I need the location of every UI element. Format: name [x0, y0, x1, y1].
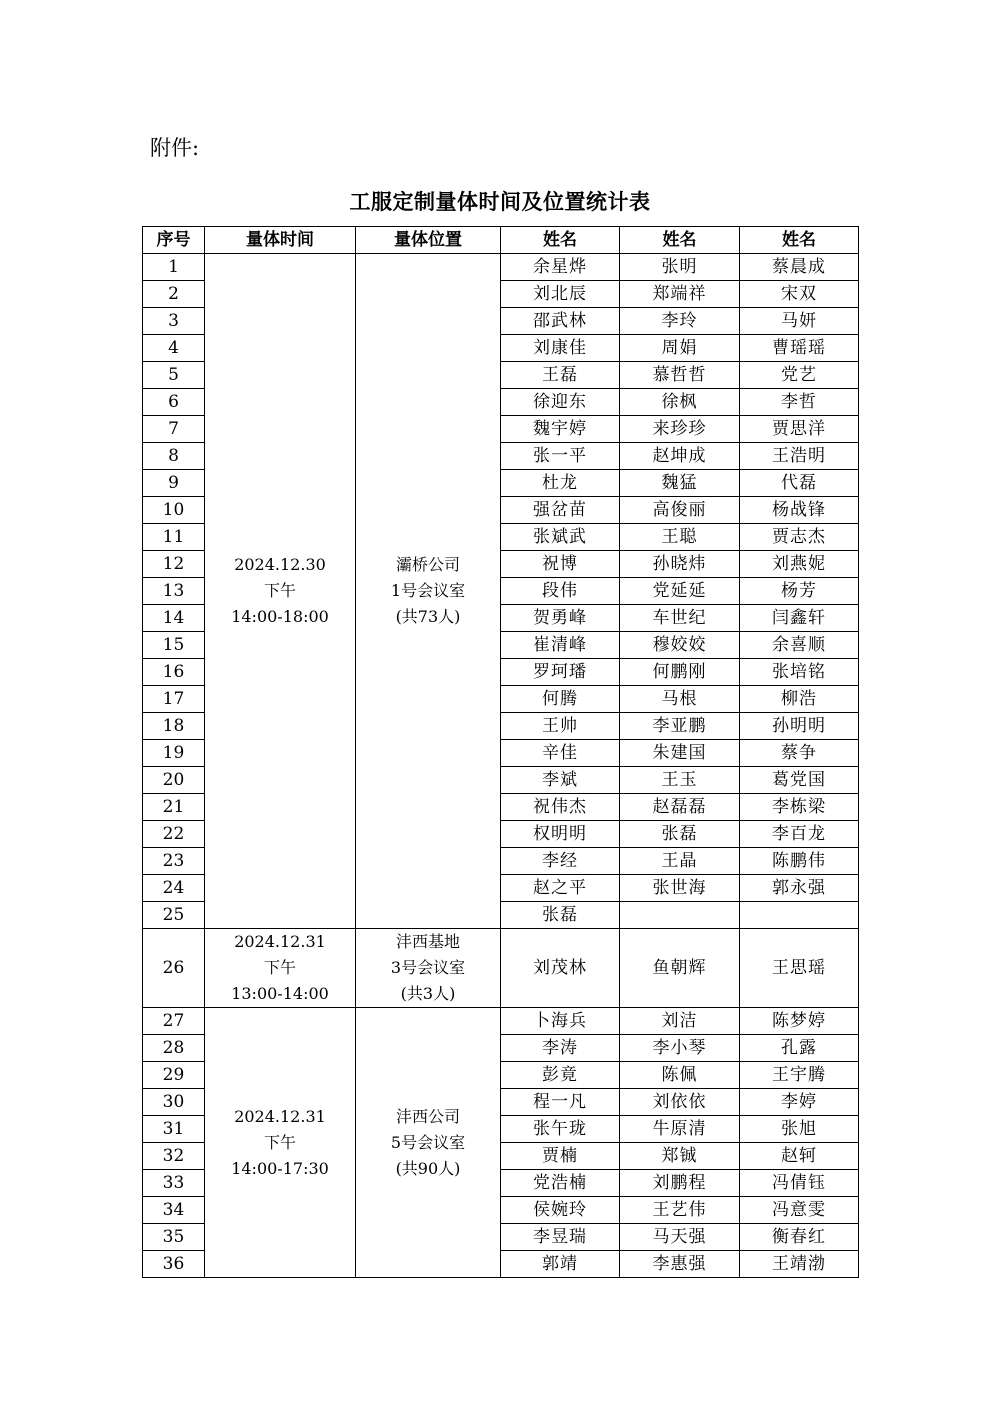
location-line: (共73人): [395, 607, 461, 626]
name-cell: 张磊: [620, 821, 740, 848]
seq-cell: 11: [143, 524, 205, 551]
time-line: 14:00-17:30: [231, 1158, 329, 1178]
seq-cell: 16: [143, 659, 205, 686]
name-cell: 李斌: [501, 767, 620, 794]
seq-cell: 3: [143, 308, 205, 335]
time-line: 下午: [263, 581, 296, 600]
location-line: 1号会议室: [390, 581, 466, 600]
name-cell: 张磊: [501, 902, 620, 929]
seq-cell: 28: [143, 1035, 205, 1062]
header-seq: 序号: [143, 227, 205, 254]
name-cell: 曹瑶瑶: [740, 335, 859, 362]
seq-cell: 31: [143, 1116, 205, 1143]
name-cell: 崔清峰: [501, 632, 620, 659]
seq-cell: 14: [143, 605, 205, 632]
table-row: [143, 929, 859, 1008]
name-cell: 余喜顺: [740, 632, 859, 659]
name-cell: 赵之平: [501, 875, 620, 902]
name-cell: 陈梦婷: [740, 1008, 859, 1035]
name-cell: 李涛: [501, 1035, 620, 1062]
seq-cell: 17: [143, 686, 205, 713]
name-cell: 穆姣姣: [620, 632, 740, 659]
time-line: 13:00-14:00: [231, 984, 329, 1003]
location-cell: [356, 1008, 501, 1278]
name-cell: 徐枫: [620, 389, 740, 416]
seq-cell: 9: [143, 470, 205, 497]
location-cell: [356, 929, 501, 1008]
seq-cell: 21: [143, 794, 205, 821]
seq-cell: 18: [143, 713, 205, 740]
header-location: 量体位置: [356, 227, 501, 254]
location-line: 5号会议室: [390, 1132, 466, 1152]
header-name: 姓名: [740, 227, 859, 254]
document-title: 工服定制量体时间及位置统计表: [349, 189, 651, 214]
name-cell: 张斌武: [501, 524, 620, 551]
name-cell: 刘康佳: [501, 335, 620, 362]
name-cell: 李亚鹏: [620, 713, 740, 740]
name-cell: 赵轲: [740, 1143, 859, 1170]
seq-cell: 30: [143, 1089, 205, 1116]
name-cell: 朱建国: [620, 740, 740, 767]
name-cell: 李昱瑞: [501, 1224, 620, 1251]
name-cell: 李小琴: [620, 1035, 740, 1062]
name-cell: 宋双: [740, 281, 859, 308]
time-line: 2024.12.31: [234, 932, 326, 951]
name-cell: 葛党国: [740, 767, 859, 794]
seq-cell: 25: [143, 902, 205, 929]
name-cell: 李栋梁: [740, 794, 859, 821]
name-cell: 张培铭: [740, 659, 859, 686]
name-cell: 王磊: [501, 362, 620, 389]
location-line: (共90人): [395, 1158, 461, 1178]
name-cell: 刘北辰: [501, 281, 620, 308]
seq-cell: 12: [143, 551, 205, 578]
seq-cell: 1: [143, 254, 205, 281]
name-cell: 马根: [620, 686, 740, 713]
seq-cell: 24: [143, 875, 205, 902]
name-cell: 党艺: [740, 362, 859, 389]
name-cell: 程一凡: [501, 1089, 620, 1116]
name-cell: 赵坤成: [620, 443, 740, 470]
name-cell: 孙晓炜: [620, 551, 740, 578]
seq-cell: 4: [143, 335, 205, 362]
location-cell: [356, 254, 501, 929]
name-cell: 党延延: [620, 578, 740, 605]
seq-cell: 10: [143, 497, 205, 524]
name-cell: 卜海兵: [501, 1008, 620, 1035]
seq-cell: 35: [143, 1224, 205, 1251]
name-cell: 余星烨: [501, 254, 620, 281]
name-cell: 刘茂林: [501, 929, 620, 1008]
name-cell: 衡春红: [740, 1224, 859, 1251]
location-line: 沣西公司: [395, 1106, 460, 1126]
name-cell: 侯婉玲: [501, 1197, 620, 1224]
name-cell: 闫鑫轩: [740, 605, 859, 632]
name-cell: 鱼朝辉: [620, 929, 740, 1008]
seq-cell: 15: [143, 632, 205, 659]
name-cell: 何鹏刚: [620, 659, 740, 686]
name-cell: 冯意雯: [740, 1197, 859, 1224]
name-cell: 王思瑶: [740, 929, 859, 1008]
time-line: 2024.12.30: [234, 555, 326, 574]
name-cell: 徐迎东: [501, 389, 620, 416]
seq-cell: 33: [143, 1170, 205, 1197]
name-cell: 王玉: [620, 767, 740, 794]
name-cell: 张午珑: [501, 1116, 620, 1143]
name-cell: 王浩明: [740, 443, 859, 470]
time-cell: [205, 254, 356, 929]
name-cell: 杨芳: [740, 578, 859, 605]
name-cell: 陈佩: [620, 1062, 740, 1089]
name-cell: 魏猛: [620, 470, 740, 497]
name-cell: 邵武林: [501, 308, 620, 335]
name-cell: 刘鹏程: [620, 1170, 740, 1197]
location-line: 3号会议室: [390, 958, 466, 977]
name-cell: [620, 902, 740, 929]
measurement-schedule-table: [142, 226, 859, 1278]
seq-cell: 26: [143, 929, 205, 1008]
name-cell: 代磊: [740, 470, 859, 497]
name-cell: 高俊丽: [620, 497, 740, 524]
time-line: 2024.12.31: [234, 1106, 326, 1126]
name-cell: 郭靖: [501, 1251, 620, 1278]
time-cell: [205, 1008, 356, 1278]
seq-cell: 19: [143, 740, 205, 767]
name-cell: 来珍珍: [620, 416, 740, 443]
seq-cell: 5: [143, 362, 205, 389]
name-cell: 魏宇婷: [501, 416, 620, 443]
attachment-label: 附件:: [150, 136, 200, 160]
location-line: 灞桥公司: [395, 555, 460, 574]
name-cell: 贺勇峰: [501, 605, 620, 632]
name-cell: 孔露: [740, 1035, 859, 1062]
name-cell: 周娟: [620, 335, 740, 362]
name-cell: 王聪: [620, 524, 740, 551]
table-row: [143, 1008, 859, 1035]
name-cell: 李惠强: [620, 1251, 740, 1278]
name-cell: 郑铖: [620, 1143, 740, 1170]
name-cell: 王靖渤: [740, 1251, 859, 1278]
name-cell: 刘燕妮: [740, 551, 859, 578]
seq-cell: 36: [143, 1251, 205, 1278]
name-cell: 张世海: [620, 875, 740, 902]
name-cell: 彭竟: [501, 1062, 620, 1089]
seq-cell: 27: [143, 1008, 205, 1035]
name-cell: 赵磊磊: [620, 794, 740, 821]
name-cell: 陈鹏伟: [740, 848, 859, 875]
name-cell: 强岔苗: [501, 497, 620, 524]
table-header-row: [143, 227, 859, 254]
name-cell: 李婷: [740, 1089, 859, 1116]
name-cell: 张一平: [501, 443, 620, 470]
name-cell: 牛原清: [620, 1116, 740, 1143]
seq-cell: 34: [143, 1197, 205, 1224]
name-cell: 李百龙: [740, 821, 859, 848]
name-cell: 贾思洋: [740, 416, 859, 443]
location-line: 沣西基地: [395, 932, 460, 951]
name-cell: 刘依依: [620, 1089, 740, 1116]
name-cell: 杜龙: [501, 470, 620, 497]
location-line: (共3人): [400, 984, 456, 1003]
name-cell: 孙明明: [740, 713, 859, 740]
table-row: [143, 254, 859, 281]
seq-cell: 29: [143, 1062, 205, 1089]
name-cell: [740, 902, 859, 929]
seq-cell: 20: [143, 767, 205, 794]
seq-cell: 8: [143, 443, 205, 470]
name-cell: 罗珂璠: [501, 659, 620, 686]
name-cell: 段伟: [501, 578, 620, 605]
name-cell: 王帅: [501, 713, 620, 740]
name-cell: 慕哲哲: [620, 362, 740, 389]
name-cell: 张明: [620, 254, 740, 281]
time-line: 14:00-18:00: [231, 607, 329, 626]
name-cell: 郑端祥: [620, 281, 740, 308]
name-cell: 李玲: [620, 308, 740, 335]
name-cell: 蔡争: [740, 740, 859, 767]
header-time: 量体时间: [205, 227, 356, 254]
name-cell: 马妍: [740, 308, 859, 335]
seq-cell: 32: [143, 1143, 205, 1170]
seq-cell: 2: [143, 281, 205, 308]
name-cell: 何腾: [501, 686, 620, 713]
name-cell: 柳浩: [740, 686, 859, 713]
name-cell: 贾楠: [501, 1143, 620, 1170]
name-cell: 祝博: [501, 551, 620, 578]
name-cell: 王艺伟: [620, 1197, 740, 1224]
name-cell: 王宇腾: [740, 1062, 859, 1089]
name-cell: 马天强: [620, 1224, 740, 1251]
time-line: 下午: [263, 1132, 296, 1152]
name-cell: 辛佳: [501, 740, 620, 767]
seq-cell: 7: [143, 416, 205, 443]
seq-cell: 6: [143, 389, 205, 416]
name-cell: 权明明: [501, 821, 620, 848]
name-cell: 党浩楠: [501, 1170, 620, 1197]
name-cell: 冯倩钰: [740, 1170, 859, 1197]
name-cell: 祝伟杰: [501, 794, 620, 821]
name-cell: 贾志杰: [740, 524, 859, 551]
name-cell: 杨战锋: [740, 497, 859, 524]
name-cell: 李哲: [740, 389, 859, 416]
time-cell: [205, 929, 356, 1008]
seq-cell: 13: [143, 578, 205, 605]
name-cell: 李经: [501, 848, 620, 875]
name-cell: 郭永强: [740, 875, 859, 902]
name-cell: 蔡晨成: [740, 254, 859, 281]
name-cell: 车世纪: [620, 605, 740, 632]
header-name: 姓名: [620, 227, 740, 254]
time-line: 下午: [263, 958, 296, 977]
name-cell: 张旭: [740, 1116, 859, 1143]
seq-cell: 23: [143, 848, 205, 875]
name-cell: 刘洁: [620, 1008, 740, 1035]
seq-cell: 22: [143, 821, 205, 848]
name-cell: 王晶: [620, 848, 740, 875]
header-name: 姓名: [501, 227, 620, 254]
